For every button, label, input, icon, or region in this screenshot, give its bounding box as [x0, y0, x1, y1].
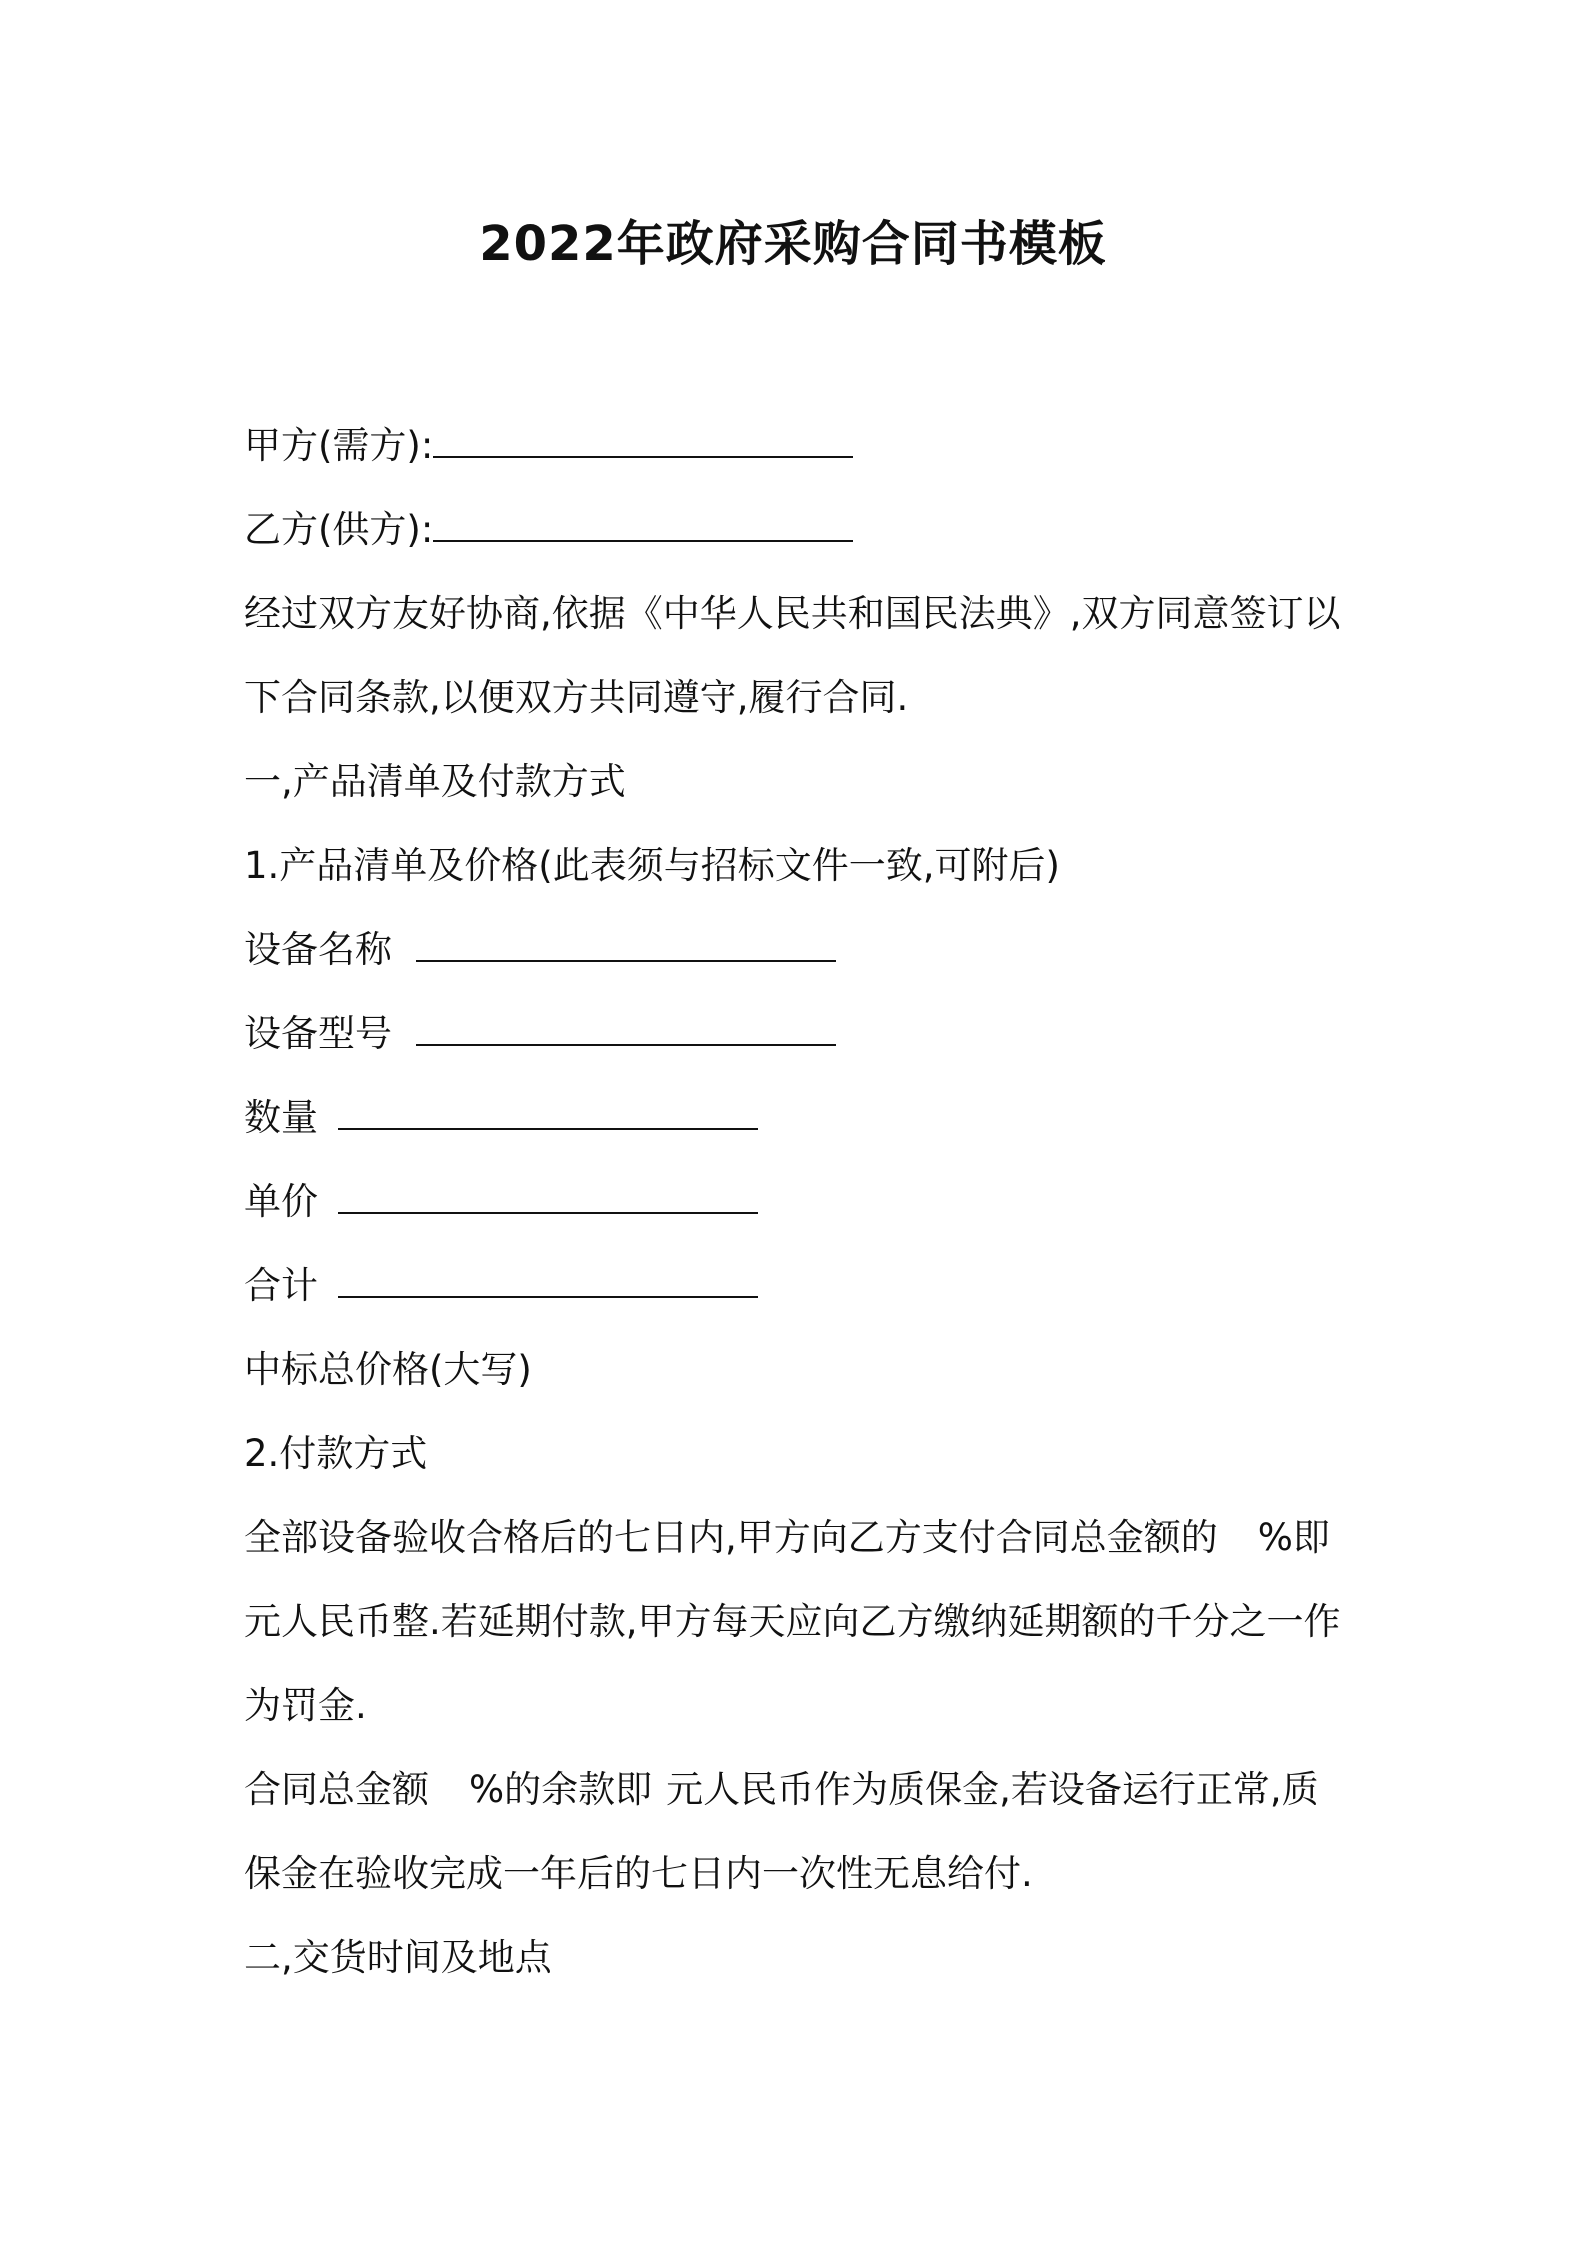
item-1-heading: 1.产品清单及价格(此表须与招标文件一致,可附后)	[244, 844, 1060, 887]
total-blank	[338, 1266, 758, 1298]
party-b-line	[244, 488, 1364, 572]
section-2-heading: 二,交货时间及地点	[244, 1936, 552, 1979]
retention-rest-text: 元人民币作为质保金,若设备运行正常,质	[666, 1768, 1319, 1811]
item-2-heading: 2.付款方式	[244, 1432, 428, 1475]
device-name-blank	[416, 930, 836, 962]
quantity-line	[244, 1076, 1364, 1160]
device-model-blank	[416, 1014, 836, 1046]
total-line	[244, 1244, 1364, 1328]
quantity-blank	[338, 1098, 758, 1130]
payment-line-2: 元人民币整.若延期付款,甲方每天应向乙方缴纳延期额的千分之一作	[244, 1600, 1341, 1643]
document-body	[244, 404, 1364, 2000]
device-model-label: 设备型号	[244, 1012, 392, 1055]
party-a-line	[244, 404, 1364, 488]
payment-line-1-text: 全部设备验收合格后的七日内,甲方向乙方支付合同总金额的	[244, 1516, 1218, 1559]
document-title: 2022年政府采购合同书模板	[479, 216, 1107, 272]
intro-line-2: 下合同条款,以便双方共同遵守,履行合同.	[244, 676, 909, 719]
device-name-label: 设备名称	[244, 928, 392, 971]
device-name-line	[244, 908, 1364, 992]
intro-line-1: 经过双方友好协商,依据《中华人民共和国民法典》,双方同意签订以	[244, 592, 1341, 635]
party-b-blank	[433, 510, 853, 542]
payment-line-3: 为罚金.	[244, 1684, 367, 1727]
winning-price-line: 中标总价格(大写)	[244, 1348, 532, 1391]
unit-price-label: 单价	[244, 1180, 318, 1223]
payment-percent-text: %即	[1257, 1516, 1330, 1559]
party-a-blank	[433, 426, 853, 458]
unit-price-blank	[338, 1182, 758, 1214]
payment-line-1	[244, 1496, 1364, 1580]
party-a-label: 甲方(需方):	[244, 424, 434, 467]
device-model-line	[244, 992, 1364, 1076]
section-1-heading: 一,产品清单及付款方式	[244, 760, 626, 803]
party-b-label: 乙方(供方):	[244, 508, 434, 551]
retention-percent-text: %的余款即	[469, 1768, 653, 1811]
retention-line-2: 保金在验收完成一年后的七日内一次性无息给付.	[244, 1852, 1033, 1895]
retention-line-1	[244, 1748, 1364, 1832]
quantity-label: 数量	[244, 1096, 318, 1139]
total-label: 合计	[244, 1264, 318, 1307]
unit-price-line	[244, 1160, 1364, 1244]
retention-total-text: 合同总金额	[244, 1768, 429, 1811]
